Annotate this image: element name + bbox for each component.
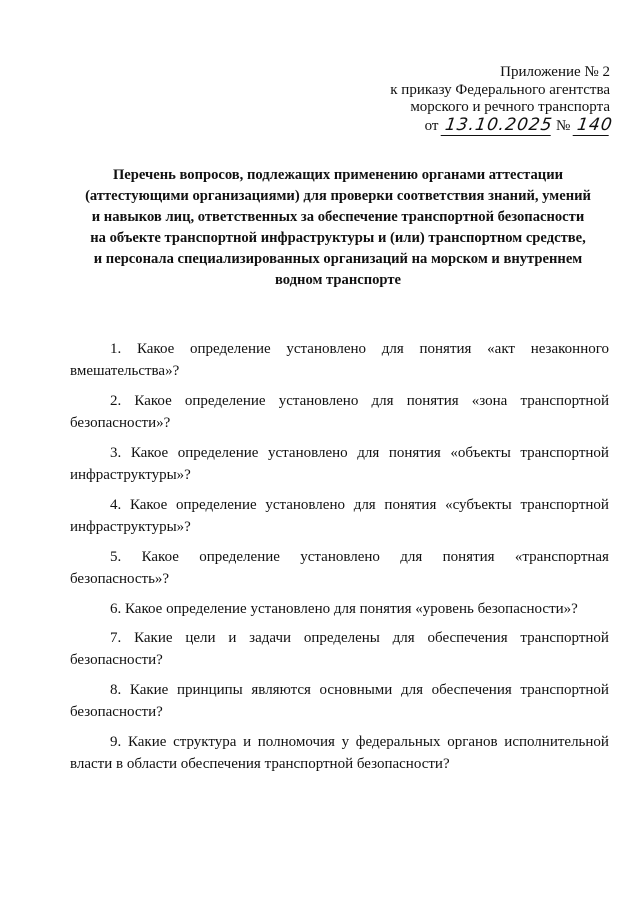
- question-word: транспортной: [520, 445, 609, 461]
- question-first-line: [70, 390, 609, 412]
- handwritten-date: 13.10.2025: [441, 117, 554, 136]
- question-continuation: безопасность»?: [70, 571, 170, 587]
- document-title: [68, 165, 608, 291]
- question-word: 4.: [110, 497, 122, 513]
- question-item: [70, 598, 609, 620]
- question-word: понятия: [384, 497, 437, 513]
- question-word: 8.: [110, 682, 122, 698]
- question-word: «зона: [471, 393, 508, 409]
- question-word: определение: [177, 445, 259, 461]
- question-word: транспортной: [520, 497, 609, 513]
- question-word: понятия: [442, 549, 495, 565]
- question-word: являются: [251, 682, 311, 698]
- question-word: для: [392, 630, 415, 646]
- question-word: установлено: [286, 341, 367, 357]
- question-item: [70, 627, 609, 672]
- question-item: [70, 494, 609, 539]
- question-word: «транспортная: [514, 549, 609, 565]
- question-word: Какое: [134, 393, 172, 409]
- question-continuation: власти в области обеспечения транспортной безопасности?: [70, 756, 450, 772]
- question-word: определение: [184, 393, 266, 409]
- question-word: понятия: [419, 341, 472, 357]
- question-word: установлено: [265, 497, 345, 513]
- question-first-line: [70, 546, 609, 568]
- question-text: 6. Какое определение установлено для понятия «уровень безопасности»?: [110, 601, 578, 617]
- question-word: понятия: [406, 393, 459, 409]
- title-line: Перечень вопросов, подлежащих применению органами аттестации: [112, 167, 564, 183]
- question-word: Какие: [134, 630, 173, 646]
- question-word: цели: [185, 630, 216, 646]
- question-word: установлено: [268, 445, 348, 461]
- question-word: определение: [190, 341, 271, 357]
- question-continuation: инфраструктуры»?: [70, 467, 191, 483]
- question-word: незаконного: [530, 341, 609, 357]
- question-word: принципы: [177, 682, 243, 698]
- question-word: 2.: [110, 393, 122, 409]
- question-first-line: [70, 442, 609, 464]
- question-continuation: безопасности?: [70, 704, 163, 720]
- question-word: федеральных: [355, 734, 441, 750]
- question-word: установлено: [300, 549, 380, 565]
- question-word: исполнительной: [504, 734, 609, 750]
- question-word: и: [243, 734, 252, 750]
- question-word: у: [341, 734, 350, 750]
- question-word: основными: [319, 682, 393, 698]
- order-reference: к приказу Федерального агентства: [390, 81, 610, 98]
- question-first-line: [70, 679, 609, 701]
- question-continuation: инфраструктуры»?: [70, 519, 191, 535]
- question-word: Какое: [130, 445, 169, 461]
- question-word: транспортной: [520, 630, 609, 646]
- question-word: понятия: [388, 445, 441, 461]
- question-word: определение: [199, 549, 280, 565]
- question-word: структура: [173, 734, 237, 750]
- question-word: 3.: [110, 445, 122, 461]
- question-item: [70, 390, 609, 435]
- question-word: Какие: [129, 682, 169, 698]
- title-line: на объекте транспортной инфраструктуры и (или) транспортном средстве,: [90, 230, 586, 246]
- question-word: Какое: [129, 497, 168, 513]
- question-word: обеспечения: [427, 630, 508, 646]
- question-word: для: [357, 445, 380, 461]
- question-first-line: [70, 731, 609, 753]
- question-word: и: [228, 630, 237, 646]
- question-word: транспортной: [520, 393, 609, 409]
- question-word: обеспечения: [431, 682, 512, 698]
- question-word: для: [400, 682, 424, 698]
- question-word: 7.: [110, 630, 122, 646]
- question-continuation: безопасности»?: [70, 415, 171, 431]
- agency-name: морского и речного транспорта: [410, 99, 610, 115]
- from-label: от: [424, 117, 439, 134]
- question-word: 5.: [110, 549, 122, 565]
- question-item: [70, 546, 609, 591]
- question-word: определены: [303, 630, 380, 646]
- question-word: задачи: [249, 630, 292, 646]
- title-line: водном транспорте: [275, 272, 401, 288]
- title-line: и навыков лиц, ответственных за обеспечение транспортной безопасности: [91, 209, 585, 225]
- question-word: органов: [447, 734, 498, 750]
- question-word: для: [353, 497, 376, 513]
- question-list: [70, 338, 609, 776]
- question-word: Какое: [141, 549, 179, 565]
- question-word: 1.: [110, 341, 122, 357]
- question-item: [70, 731, 609, 776]
- number-label: №: [555, 117, 571, 134]
- question-word: определение: [176, 497, 257, 513]
- question-word: для: [400, 549, 423, 565]
- question-word: транспортной: [520, 682, 609, 698]
- question-first-line: [70, 338, 609, 360]
- question-word: установлено: [278, 393, 359, 409]
- handwritten-order-number: 140: [573, 117, 612, 136]
- title-line: (аттестующими организациями) для проверки соответствия знаний, умений: [85, 188, 591, 204]
- question-item: [70, 679, 609, 724]
- question-word: 9.: [110, 734, 122, 750]
- question-first-line: [70, 627, 609, 649]
- question-word: «акт: [487, 341, 515, 357]
- question-word: Какие: [127, 734, 167, 750]
- question-continuation: безопасности?: [70, 652, 163, 668]
- appendix-number: Приложение № 2: [500, 64, 610, 80]
- question-item: [70, 338, 609, 383]
- order-date-number-row: [350, 114, 615, 136]
- question-word: «объекты: [450, 445, 511, 461]
- question-word: для: [381, 341, 404, 357]
- question-word: для: [371, 393, 394, 409]
- question-first-line: [70, 494, 609, 516]
- appendix-header: [350, 64, 615, 135]
- question-item: [70, 442, 609, 487]
- title-line: и персонала специализированных организаций на морском и внутреннем: [93, 251, 583, 267]
- question-word: Какое: [136, 341, 175, 357]
- question-continuation: вмешательства»?: [70, 363, 180, 379]
- question-word: «субъекты: [445, 497, 512, 513]
- question-word: полномочия: [257, 734, 335, 750]
